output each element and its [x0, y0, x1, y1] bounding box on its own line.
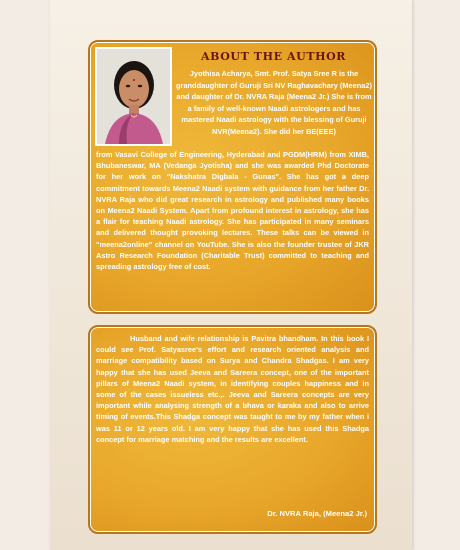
about-author-panel — [88, 40, 377, 314]
testimonial-signature: Dr. NVRA Raja, (Meena2 Jr.) — [267, 509, 367, 518]
testimonial-panel — [88, 325, 377, 534]
author-bio-continued: from Vasavi College of Engineering, Hyderabad and PGDM(HRM) from XIMB, Bhubaneswar, MA (Vedanga Jyotisha) and she was awarded Phd Doctorate for her work on "Nakshatra Digbala - Gunas". She has got a deep commitment towards Meena2 Naadi system with guidance from her father Dr. NVRA Raja who did great research in astrology and published many books on Meena2 Naadi System. Apart from profound interest in astrology, she has a flair for teaching Naadi astrology. She has participated in many seminars and delivered thought provoking lectures. These talks can be viewed in "meena2online" channel on YouTube. She is also the founder trustee of JKR Astro Research Foundation (Charitable Trust) committed to teaching and spreading astrology free of cost. — [96, 150, 369, 272]
author-bio-intro: Jyothisa Acharya, Smt. Prof. Satya Sree R is the granddaughter of Guruji Sri NV Raghavachary (Meena2) and daughter of Dr. NVRA Raja (Meena2 Jr.) She is from a family of well-known Naadi astrologers and has mastered Naadi astrology with the blessing of Guruji NVR(Meena2). She did her BE(EEE) — [176, 69, 372, 136]
author-photo — [95, 47, 172, 146]
testimonial-text: Husband and wife relationship is Pavitra bhandham. In this book I could see Prof. Satyasree's effort and research oriented analysis and marriage compatibility based on Surya and Chandra Shadgas. I am very happy that she has used Jeeva and Sareera concept, one of the important pillars of Meena2 Naadi system, in identifying couples happiness and in some of the cases issueless etc.,. Jeeva and Sareera concepts are very important while analysing strength of a bhava or karaka and also to arrive timing of events.This Shadga concept was taught to me by my father when i was 11 or 12 years old. I am very happy that she has used this Shadga concept for marriage matching and the results are excellent. — [96, 334, 369, 444]
section-title: ABOUT THE AUTHOR — [200, 50, 347, 63]
